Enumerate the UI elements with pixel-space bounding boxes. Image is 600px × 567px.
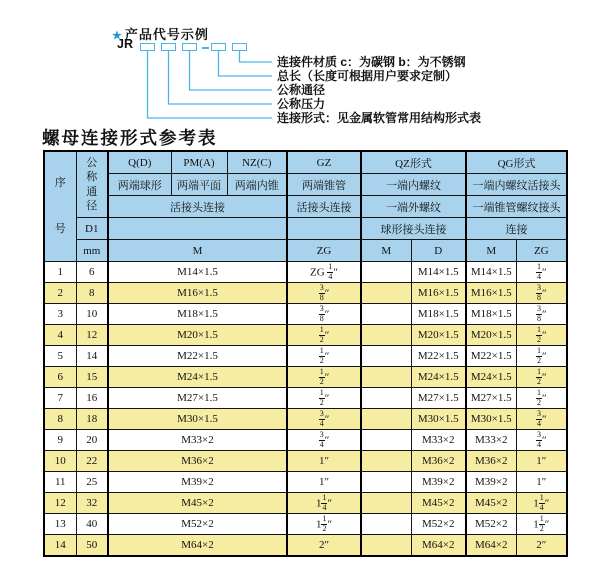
code-label-material: 连接件材质 c：为碳钢 b：为不锈钢 [277, 55, 466, 69]
cell-qg-zg: 1″ [516, 451, 567, 472]
cell-qg-zg: 2″ [516, 535, 567, 557]
cell-qz-d: M24×1.5 [411, 367, 466, 388]
header-row-2 [44, 174, 567, 196]
cell-gz: 1″ [287, 451, 361, 472]
table-row [44, 514, 567, 535]
cell-qz-d: M39×2 [411, 472, 466, 493]
cell-qz-m [361, 535, 411, 557]
cell-m: M39×2 [108, 472, 287, 493]
cell-qz-m [361, 388, 411, 409]
table-row [44, 493, 567, 514]
cell-seq: 12 [44, 493, 76, 514]
cell-qg-zg: 1 $\frac{1}{4}$ ″ [516, 493, 567, 514]
table-row [44, 535, 567, 557]
cell-qz-d: M33×2 [411, 430, 466, 451]
cell-qz-d: M27×1.5 [411, 388, 466, 409]
cell-m: M22×1.5 [108, 346, 287, 367]
cell-seq: 5 [44, 346, 76, 367]
cell-dn: 40 [76, 514, 108, 535]
cell-qz-d: M30×1.5 [411, 409, 466, 430]
cell-dn: 6 [76, 262, 108, 283]
cell-qz-m [361, 346, 411, 367]
table-row [44, 262, 567, 283]
cell-dn: 8 [76, 283, 108, 304]
header-col-pm: PM(A) [171, 151, 227, 174]
cell-seq: 13 [44, 514, 76, 535]
cell-gz: 1 $\frac{1}{2}$ ″ [287, 514, 361, 535]
cell-qg-m: M16×1.5 [466, 283, 516, 304]
table-header [44, 151, 567, 262]
cell-qg-m: M20×1.5 [466, 325, 516, 346]
cell-qz-d: M52×2 [411, 514, 466, 535]
code-label-pressure: 公称压力 [277, 97, 326, 111]
cell-qz-d: M18×1.5 [411, 304, 466, 325]
cell-m: M64×2 [108, 535, 287, 557]
header-row-1 [44, 151, 567, 174]
cell-gz: $\frac{1}{2}$ ″ [287, 367, 361, 388]
cell-gz: $\frac{1}{2}$ ″ [287, 325, 361, 346]
cell-qz-m [361, 472, 411, 493]
cell-m: M33×2 [108, 430, 287, 451]
header-qg-sub: 一端内螺纹活接头 [466, 174, 567, 196]
table-row [44, 451, 567, 472]
cell-gz: 1 $\frac{1}{4}$ ″ [287, 493, 361, 514]
cell-gz: $\frac{3}{4}$ ″ [287, 409, 361, 430]
cell-qg-m: M52×2 [466, 514, 516, 535]
cell-m: M20×1.5 [108, 325, 287, 346]
header-row-5 [44, 240, 567, 262]
cell-dn: 14 [76, 346, 108, 367]
cell-seq: 3 [44, 304, 76, 325]
table-row [44, 283, 567, 304]
cell-seq: 4 [44, 325, 76, 346]
cell-gz: 1″ [287, 472, 361, 493]
header-d1: D1 [76, 218, 108, 240]
cell-gz: 2″ [287, 535, 361, 557]
header-qz-sub: 一端内螺纹 [361, 174, 466, 196]
header-qg-zg: ZG [516, 240, 567, 262]
cell-seq: 8 [44, 409, 76, 430]
cell-qg-zg: $\frac{1}{2}$ ″ [516, 367, 567, 388]
cell-qg-zg: $\frac{1}{2}$ ″ [516, 388, 567, 409]
cell-qz-m [361, 325, 411, 346]
header-row-3 [44, 196, 567, 218]
table-title: 螺母连接形式参考表 [42, 128, 218, 148]
cell-qz-d: M45×2 [411, 493, 466, 514]
cell-qg-m: M33×2 [466, 430, 516, 451]
cell-m: M16×1.5 [108, 283, 287, 304]
cell-qg-zg: 1″ [516, 472, 567, 493]
cell-seq: 1 [44, 262, 76, 283]
cell-qz-m [361, 409, 411, 430]
cell-seq: 9 [44, 430, 76, 451]
cell-qz-m [361, 430, 411, 451]
cell-qg-zg: $\frac{3}{8}$ ″ [516, 304, 567, 325]
cell-qz-d: M14×1.5 [411, 262, 466, 283]
cell-m: M18×1.5 [108, 304, 287, 325]
cell-qg-m: M45×2 [466, 493, 516, 514]
table-row [44, 472, 567, 493]
table-row [44, 346, 567, 367]
header-qz-m: M [361, 240, 411, 262]
diagram-heading-text: 产品代号示例 [124, 27, 209, 42]
product-code-diagram [0, 0, 600, 130]
header-gz-conn: 活接头连接 [287, 196, 361, 218]
cell-m: M52×2 [108, 514, 287, 535]
table-body [44, 262, 567, 557]
cell-m: M14×1.5 [108, 262, 287, 283]
cell-gz: $\frac{1}{2}$ ″ [287, 388, 361, 409]
cell-seq: 6 [44, 367, 76, 388]
cell-qz-m [361, 367, 411, 388]
cell-qg-m: M39×2 [466, 472, 516, 493]
cell-dn: 20 [76, 430, 108, 451]
header-empty-gz [287, 218, 361, 240]
cell-qz-m [361, 451, 411, 472]
cell-qz-m [361, 514, 411, 535]
header-col-qg: QG形式 [466, 151, 567, 174]
cell-qg-m: M36×2 [466, 451, 516, 472]
cell-qg-m: M14×1.5 [466, 262, 516, 283]
cell-qz-d: M36×2 [411, 451, 466, 472]
header-union-conn: 活接头连接 [108, 196, 287, 218]
table-row [44, 367, 567, 388]
star-icon: ★ [112, 30, 123, 42]
cell-qg-m: M30×1.5 [466, 409, 516, 430]
cell-gz: $\frac{3}{4}$ ″ [287, 430, 361, 451]
header-m: M [108, 240, 287, 262]
table-row [44, 304, 567, 325]
code-label-diameter: 公称通径 [277, 83, 326, 97]
cell-qg-zg: $\frac{1}{2}$ ″ [516, 325, 567, 346]
code-label-length: 总长（长度可根据用户要求定制） [277, 69, 458, 83]
code-label-connection: 连接形式：见金属软管常用结构形式表 [277, 111, 482, 125]
cell-seq: 14 [44, 535, 76, 557]
header-zg: ZG [287, 240, 361, 262]
cell-qg-m: M24×1.5 [466, 367, 516, 388]
code-prefix: JR [117, 37, 133, 51]
header-col-qz: QZ形式 [361, 151, 466, 174]
cell-qg-zg: 1 $\frac{1}{2}$ ″ [516, 514, 567, 535]
table-row [44, 430, 567, 451]
table-row [44, 388, 567, 409]
header-unit: mm [76, 240, 108, 262]
cell-qz-m [361, 283, 411, 304]
cell-seq: 11 [44, 472, 76, 493]
cell-seq: 10 [44, 451, 76, 472]
header-row-4 [44, 218, 567, 240]
header-qz-d: D [411, 240, 466, 262]
header-col-gz: GZ [287, 151, 361, 174]
cell-m: M27×1.5 [108, 388, 287, 409]
cell-gz: $\frac{3}{8}$ ″ [287, 283, 361, 304]
cell-qg-m: M22×1.5 [466, 346, 516, 367]
cell-gz: ZG $\frac{1}{4}$ ″ [287, 262, 361, 283]
header-qd-sub: 两端球形 [108, 174, 171, 196]
cell-dn: 50 [76, 535, 108, 557]
cell-dn: 16 [76, 388, 108, 409]
header-seq: 序号 [44, 151, 76, 262]
header-pm-sub: 两端平面 [171, 174, 227, 196]
cell-m: M30×1.5 [108, 409, 287, 430]
cell-dn: 22 [76, 451, 108, 472]
header-col-nz: NZ(C) [227, 151, 287, 174]
table-row [44, 325, 567, 346]
cell-qz-m [361, 262, 411, 283]
header-qg-conn: 连接 [466, 218, 567, 240]
header-dn: 公称通径 [76, 151, 108, 218]
cell-qg-m: M27×1.5 [466, 388, 516, 409]
cell-qg-zg: $\frac{1}{4}$ ″ [516, 262, 567, 283]
header-empty-q [108, 218, 287, 240]
header-qg-sub2: 一端锥管螺纹接头 [466, 196, 567, 218]
cell-qz-d: M22×1.5 [411, 346, 466, 367]
nut-connection-table [43, 150, 568, 557]
cell-qg-m: M18×1.5 [466, 304, 516, 325]
cell-qg-zg: $\frac{3}{8}$ ″ [516, 283, 567, 304]
cell-qz-d: M16×1.5 [411, 283, 466, 304]
cell-qg-zg: $\frac{3}{4}$ ″ [516, 430, 567, 451]
cell-seq: 7 [44, 388, 76, 409]
cell-m: M45×2 [108, 493, 287, 514]
cell-m: M24×1.5 [108, 367, 287, 388]
header-nz-sub: 两端内锥 [227, 174, 287, 196]
table-row [44, 409, 567, 430]
cell-qg-zg: $\frac{1}{2}$ ″ [516, 346, 567, 367]
cell-qz-m [361, 304, 411, 325]
cell-qz-d: M64×2 [411, 535, 466, 557]
cell-dn: 10 [76, 304, 108, 325]
cell-gz: $\frac{3}{8}$ ″ [287, 304, 361, 325]
cell-seq: 2 [44, 283, 76, 304]
cell-dn: 18 [76, 409, 108, 430]
cell-dn: 25 [76, 472, 108, 493]
cell-dn: 12 [76, 325, 108, 346]
cell-qg-zg: $\frac{3}{4}$ ″ [516, 409, 567, 430]
header-col-qd: Q(D) [108, 151, 171, 174]
header-qz-sub2: 一端外螺纹 [361, 196, 466, 218]
header-qg-m: M [466, 240, 516, 262]
header-gz-sub: 两端锥管 [287, 174, 361, 196]
cell-qg-m: M64×2 [466, 535, 516, 557]
header-qz-conn: 球形接头连接 [361, 218, 466, 240]
cell-m: M36×2 [108, 451, 287, 472]
cell-qz-d: M20×1.5 [411, 325, 466, 346]
cell-gz: $\frac{1}{2}$ ″ [287, 346, 361, 367]
cell-qz-m [361, 493, 411, 514]
cell-dn: 15 [76, 367, 108, 388]
cell-dn: 32 [76, 493, 108, 514]
